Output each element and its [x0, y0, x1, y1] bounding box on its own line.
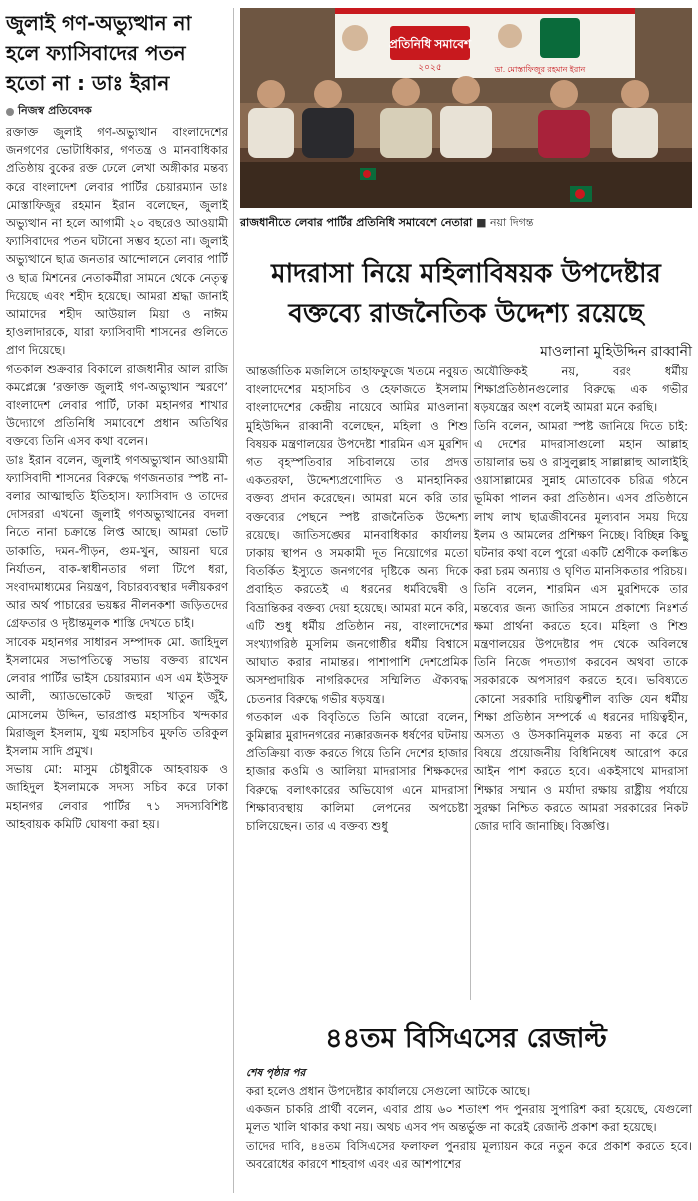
left-article-headline: জুলাই গণ-অভ্যুত্থান না হলে ফ্যাসিবাদের পতন হতো না : ডাঃ ইরান [6, 11, 192, 95]
main-article-column-2 [474, 362, 688, 835]
main-paragraph: আন্তর্জাতিক মজলিসে তাহাফফুজে খতমে নবুয়ত বাংলাদেশের মহাসচিব ও হেফাজতে ইসলাম বাংলাদেশের কেন্দ্রীয় নায়েবে আমির মাওলানা মুহিউদ্দিন রাব্বানী বলেছেন, মহিলা ও শিশু বিষয়ক মন্ত্রণালয়ের উপদেষ্টা শারমিন এস মুরশিদ গত বৃহস্পতিবার সচিবালয়ে তার প্রদত্ত একতরফা, উদ্দেশ্যপ্রণোদিত ও মানহানিকর বক্তব্য প্রদান করেছেন। আমরা মনে করি তার বক্তব্যের পেছনে স্পষ্ট রাজনৈতিক উদ্দেশ্য রয়েছে। জাতিসঙ্ঘের মানবাধিকার কার্যালয় ঢাকায় স্থাপন ও সমকামী দূত নিয়োগের মতো বিতর্কিত ইস্যুতে জনগণের দৃষ্টিকে অন্য দিকে প্রবাহিত করতেই এ ধরনের ধর্মবিদ্বেষী ও বিভ্রান্তিকর বক্তব্য দেয়া হয়েছে। আমরা মনে করি, এটি শুধু ধর্মীয় প্রতিষ্ঠান নয়, বাংলাদেশের সংখ্যাগরিষ্ঠ মুসলিম জনগোষ্ঠীর ধর্মীয় বিশ্বাসে আঘাত করার নামান্তর। পাশাপাশি দেশপ্রেমিক অসম্প্রদায়িক নাগরিকদের সম্মিলিত ঐক্যবদ্ধ চেতনার বিরুদ্ধে গভীর ষড়যন্ত্র। [246, 364, 468, 706]
left-article-byline [6, 102, 228, 121]
left-paragraph: ডাঃ ইরান বলেন, জুলাই গণঅভ্যুত্থান আওয়ামী ফ্যাসিবাদী শাসনের বিরুদ্ধে গণজনতার স্পষ্ট না-বলার আত্মাহুতি ইতিহাস। ফ্যাসিবাদ ও তাদের দোসররা এখনো জুলাই গণঅভ্যুত্থানের বদলা নিতে নানা চক্রান্তে লিপ্ত আছে। আমরা ভোট ডাকাতি, দমন-পীড়ন, গুম-খুন, আয়না ঘরে নির্যাতন, বাক-স্বাধীনতার গলা টিপে ধরা, সংবাদমাধ্যমের নিয়ন্ত্রণ, বিচারব্যবস্থার দলীয়করণ আর অর্থ পাচারের ভয়ঙ্কর নীলনকশা জড়িতদের গ্রেফতার ও দৃষ্টান্তমূলক শাস্তি দেখতে চাই। [6, 452, 228, 631]
byline-text: নিজস্ব প্রতিবেদক [18, 104, 92, 117]
banner-year: ২০২৫ [418, 62, 442, 72]
banner-title: প্রতিনিধি সমাবেশ [388, 37, 472, 51]
continued-from-label: শেষ পৃষ্ঠার পর [246, 1067, 306, 1079]
bullet-icon [6, 108, 14, 116]
caption-text: রাজধানীতে লেবার পার্টির প্রতিনিধি সমাবেশে নেতারা [240, 216, 473, 229]
photo-caption: রাজধানীতে লেবার পার্টির প্রতিনিধি সমাবেশে নেতারা ■ নয়া দিগন্ত [240, 216, 534, 229]
main-paragraph: তিনি বলেন, শারমিন এস মুরশিদকে তার মন্তব্যের জন্য জাতির সামনে প্রকাশ্যে নিঃশর্ত ক্ষমা প্রার্থনা করতে হবে। মহিলা ও শিশু মন্ত্রণালয়ের উপদেষ্টার পদ থেকে অবিলম্বে তিনি নিজে পদত্যাগ করবেন অথবা তাকে সরকারকে অপসারণ করতে হবে। ভবিষ্যতে কোনো সরকারি দায়িত্বশীল ব্যক্তি যেন ধর্মীয় শিক্ষা প্রতিষ্ঠান সম্পর্কে এ ধরনের দায়িত্বহীন, অসত্য ও উসকানিমূলক মন্তব্য না করে সে বিষয়ে প্রয়োজনীয় বিধিনিষেধ আরোপ করে আইন পাশ করতে হবে। একইসাথে মাদরাসা শিক্ষার সম্মান ও মর্যাদা রক্ষায় রাষ্ট্রীয় পর্যায়ে সুরক্ষা নিশ্চিত করতে আমরা সরকারের নিকট জোর দাবি জানাচ্ছি। বিজ্ঞপ্তি। [474, 582, 688, 834]
main-paragraph: গতকাল এক বিবৃতিতে তিনি আরো বলেন, কুমিল্লার মুরাদনগরের ন্যক্কারজনক ধর্ষণের ঘটনায় প্রতিক্রিয়া ব্যক্ত করতে গিয়ে তিনি দেশের হাজার হাজার কওমি ও আলিয়া মাদরাসার শিক্ষকদের বিরুদ্ধে বলাৎকারের অভিযোগ এনে মাদরাসা শিক্ষাব্যবস্থায় কালিমা লেপনের অপচেষ্টা চালিয়েছেন। তার এ বক্তব্য শুধু [246, 709, 468, 834]
bcs-paragraph: করা হলেও প্রধান উপদেষ্টার কার্যালয়ে সেগুলো আটকে আছে। [246, 1084, 531, 1098]
main-paragraph: তিনি বলেন, আমরা স্পষ্ট জানিয়ে দিতে চাই: এ দেশের মাদরাসাগুলো মহান আল্লাহ তায়ালার ভয় ও রাসুলুল্লাহ সাল্লাল্লাহু আলাইহি ওয়াসাল্লামের সুন্নাহ মোতাবেক চরিত্র গঠনে ভূমিকা পালন করা প্রতিষ্ঠান। এসব প্রতিষ্ঠানে লাখ লাখ ছাত্রজীবনের মূল্যবান সময় দিয়ে ইলম ও আমলের প্রশিক্ষণ নিচ্ছে। বিচ্ছিন্ন কিছু ঘটনার কথা বলে পুরো একটি শ্রেণীকে কলঙ্কিত করা চরম অন্যায় ও ঘৃণিত মানসিকতার পরিচয়। [474, 418, 688, 579]
left-paragraph: সভায় মো: মাসুম চৌধুরীকে আহবায়ক ও জাহিদুল ইসলামকে সদস্য সচিব করে ঢাকা মহানগর লেবার পার্টির ৭১ সদস্যবিশিষ্ট আহবায়ক কমিটি ঘোষণা করা হয়। [6, 762, 228, 831]
banner-name: ডা. মোস্তাফিজুর রহমান ইরান [494, 65, 586, 74]
main-paragraph: অযৌক্তিকই নয়, বরং ধর্মীয় শিক্ষাপ্রতিষ্ঠানগুলোর বিরুদ্ধে এক গভীর ষড়যন্ত্রের অংশ বলেই আমরা মনে করছি। [474, 364, 688, 415]
bcs-paragraph: তাদের দাবি, ৪৪তম বিসিএসের ফলাফল পুনরায় মূল্যায়ন করে নতুন করে প্রকাশ করতে হবে। অবরোধের কারণে শাহবাগ এবং এর আশপাশের [246, 1138, 692, 1171]
caption-credit: নয়া দিগন্ত [489, 216, 534, 229]
bcs-article-headline: ৪৪তম বিসিএসের রেজাল্ট [325, 1023, 607, 1054]
bcs-article-body [246, 1082, 692, 1173]
bcs-paragraph: একজন চাকরি প্রার্থী বলেন, এবার প্রায় ৬০ শতাংশ পদ পুনরায় সুপারিশ করা হয়েছে, যেগুলো মূলত খালি থাকার কথা নয়। অথচ এসব পদ অন্তর্ভুক্ত না করেই রেজাল্ট প্রকাশ করা হয়েছে। [246, 1102, 692, 1135]
left-paragraph: সাবেক মহানগর সাধারন সম্পাদক মো. জাহিদুল ইসলামের সভাপতিত্বে সভায় বক্তব্য রাখেন লেবার পার্টির ভাইস চেয়ারম্যান এস এম ইউসুফ আলী, অ্যাডভোকেট জহুরা খাতুন জুঁই, মোসলেম উদ্দিন, ভারপ্রাপ্ত মহাসচিব খন্দকার মিরাজুল ইসলাম, যুগ্ম মহাসচিব মুফতি তরিকুল ইসলাম সাদি প্রমুখ। [6, 634, 228, 758]
left-paragraph: গতকাল শুক্রবার বিকালে রাজধানীর আল রাজি কমপ্লেক্সে ‘রক্তাক্ত জুলাই গণ-অভ্যুত্থান স্মরণে’ বাংলাদেশ লেবার পার্টি, ঢাকা মহানগর শাখার উদ্যোগে প্রতিনিধি সমাবেশে প্রধান অতিথির বক্তব্যে তিনি এসব কথা বলেন। [6, 361, 228, 449]
column-separator-main [470, 370, 471, 1000]
main-article-headline: মাদরাসা নিয়ে মহিলাবিষয়ক উপদেষ্টার বক্তব্যে রাজনৈতিক উদ্দেশ্য রয়েছে [271, 259, 661, 329]
main-article-column-1 [246, 362, 468, 835]
news-photo [240, 8, 692, 208]
left-article [6, 8, 228, 833]
column-separator-left [233, 8, 234, 1193]
left-paragraph: রক্তাক্ত জুলাই গণ-অভ্যুত্থান বাংলাদেশের জনগণের ভোটাধিকার, গণতন্ত্র ও মানবাধিকার প্রতিষ্ঠায় বুকের রক্ত ঢেলে লেখা অঙ্গীকার মন্তব্য করে বাংলাদেশ লেবার পার্টির চেয়ারম্যান ডাঃ মোস্তাফিজুর রহমান ইরান বলেছেন, জুলাই অভ্যুত্থান না হলে আগামী ২০ বছরেও আওয়ামী ফ্যাসিবাদের পতন ঘটানো সম্ভব হতো না। জুলাই অভ্যুত্থানে ছাত্র জনতার আন্দোলনে লেবার পার্টি ও ছাত্র মিশনের নেতাকর্মীরা সামনে থেকে নেতৃত্ব দিয়েছে এবং শহীদ হয়েছে। আমরা শ্রদ্ধা জানাই আমাদের শহীদ আউয়াল মিয়া ও নাঈম হাওলাদারকে, যারা ফ্যাসিবাদী শাসনের গুলিতে প্রাণ দিয়েছে। [6, 125, 228, 358]
main-article-subhead: মাওলানা মুহিউদ্দিন রাব্বানী [540, 344, 692, 360]
